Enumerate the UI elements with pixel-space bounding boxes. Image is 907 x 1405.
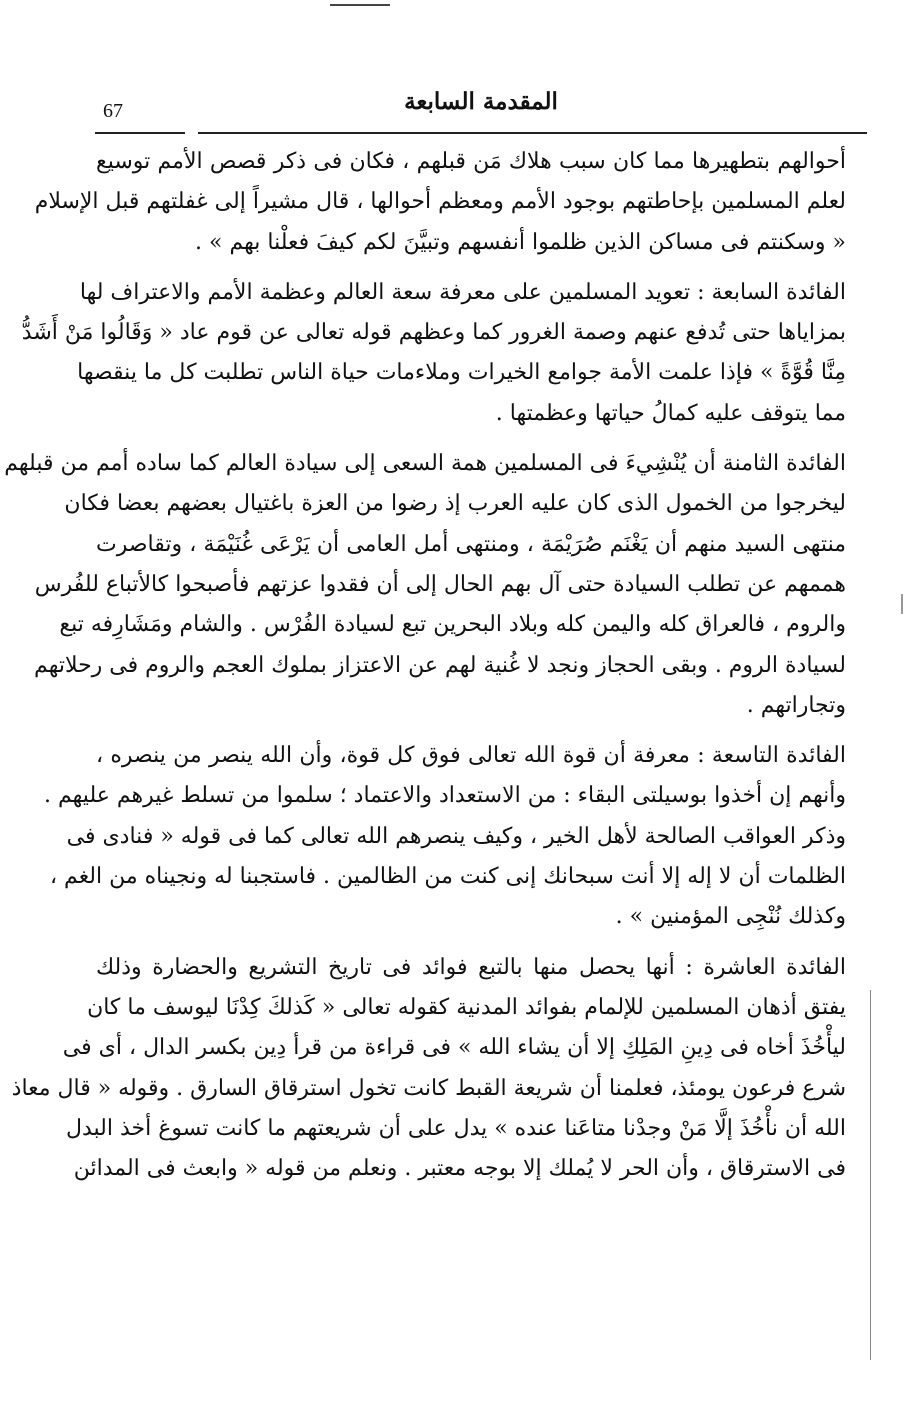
text-line: وكذلك نُنْجِى المؤمنين » . [615, 904, 846, 930]
paragraph [4, 444, 846, 726]
text-line: لسيادة الروم . وبقى الحجاز ونجد لا غُنية لهم عن الاعتزاز بملوك العجم والروم فى رحلاتهم [34, 652, 846, 678]
header-rule-right [198, 132, 867, 134]
body-text [4, 142, 846, 1189]
text-line: الله أن نأْخُذَ إلَّا مَنْ وجدْنا متاعَنا عنده » يدل على أن شريعتهم ما كانت تسوغ أخذ البدل [66, 1115, 846, 1141]
text-line: أحوالهم بتطهيرها مما كان سبب هلاك مَن قبلهم ، فكان فى ذكر قصص الأمم توسيع [96, 149, 846, 174]
text-line: وأنهم إن أخذوا بوسيلتى البقاء : من الاستعداد والاعتماد ؛ سلموا من تسلط غيرهم عليهم . [44, 783, 846, 809]
text-line: وتجاراتهم . [746, 692, 846, 718]
page-header [95, 84, 867, 134]
text-line: وذكر العواقب الصالحة لأهل الخير ، وكيف ينصرهم الله تعالى كما فى قوله « فنادى فى [66, 823, 846, 849]
text-line: مما يتوقف عليه كمالُ حياتها وعظمتها . [495, 400, 846, 426]
text-line: ليأْخُذَ أخاه فى دِينِ المَلِكِ إلا أن يشاء الله » فى قراءة من قرأ دِين بكسر الدال ، أى فى [62, 1035, 846, 1061]
text-line: « وسكنتم فى مساكن الذين ظلموا أنفسهم وتبيَّنَ لكم كيفَ فعلْنا بهم » . [195, 229, 846, 255]
paragraph-gap [96, 938, 846, 948]
text-line: الفائدة العاشرة : أنها يحصل منها بالتبع فوائد فى تاريخ التشريع والحضارة وذلك [96, 954, 846, 980]
text-line: الفائدة السابعة : تعويد المسلمين على معرفة سعة العالم وعظمة الأمم والاعتراف لها [79, 279, 846, 305]
text-line: الفائدة التاسعة : معرفة أن قوة الله تعالى فوق كل قوة، وأن الله ينصر من ينصره ، [96, 743, 846, 769]
text-line: هممهم عن تطلب السيادة حتى آل بهم الحال إلى أن فقدوا عزتهم فأصبحوا كالأتباع للفُرس [34, 571, 846, 597]
paragraph-gap [96, 726, 846, 736]
text-line: شرع فرعون يومئذ، فعلمنا أن شريعة القبط كانت تخول استرقاق السارق . وقوله « قال معاذ [11, 1075, 846, 1101]
paragraph [11, 948, 846, 1190]
text-line: ليخرجوا من الخمول الذى كان عليه العرب إذ رضوا من العزة باغتيال بعضهم بعضا فكان [64, 491, 846, 517]
paragraph-gap [96, 434, 846, 444]
text-line: منتهى السيد منهم أن يَغْنَم صُرَيْمَة ، ومنتهى أمل العامى أن يَرْعَى غُنَيْمَة ، وتقاصرت [96, 531, 846, 557]
paragraph-gap [96, 263, 846, 273]
paragraph [44, 736, 846, 937]
margin-mark [901, 594, 903, 614]
header-rule-left [95, 132, 185, 134]
text-line: لعلم المسلمين بإحاطتهم بوجود الأمم ومعظم أحوالها ، قال مشيراً إلى غفلتهم قبل الإسلام [34, 189, 846, 215]
text-line: بمزاياها حتى تُدفع عنهم وصمة الغرور كما وعظهم قوله تعالى عن قوم عاد « وَقَالُوا مَنْ أَشَدُّ [21, 320, 846, 346]
text-line: مِنَّا قُوَّةً » فإذا علمت الأمة جوامع الخيرات وملاءمات حياة الناس تطلبت كل ما ينقصها [77, 360, 846, 386]
paragraph [34, 142, 846, 263]
text-line: يفتق أذهان المسلمين للإلمام بفوائد المدنية كقوله تعالى « كَذلكَ كِدْنَا ليوسف ما كان [87, 994, 846, 1020]
running-title: المقدمة السابعة [404, 88, 558, 115]
text-line: والروم ، فالعراق كله واليمن كله وبلاد البحرين تبع لسيادة الفُرْس . والشام ومَشَارِفه تبع [59, 612, 846, 638]
page-number: 67 [103, 100, 123, 122]
page-edge-line [870, 990, 871, 1360]
text-line: الفائدة الثامنة أن يُنْشِيءَ فى المسلمين همة السعى إلى سيادة العالم كما ساده أمم من قبلهم [4, 451, 846, 477]
scan-mark [330, 4, 390, 6]
text-line: الظلمات أن لا إله إلا أنت سبحانك إنى كنت من الظالمين . فاستجبنا له ونجيناه من الغم ، [49, 864, 846, 890]
paragraph [21, 273, 846, 434]
text-line: فى الاسترقاق ، وأن الحر لا يُملك إلا بوجه معتبر . ونعلم من قوله « وابعث فى المدائن [73, 1156, 846, 1182]
